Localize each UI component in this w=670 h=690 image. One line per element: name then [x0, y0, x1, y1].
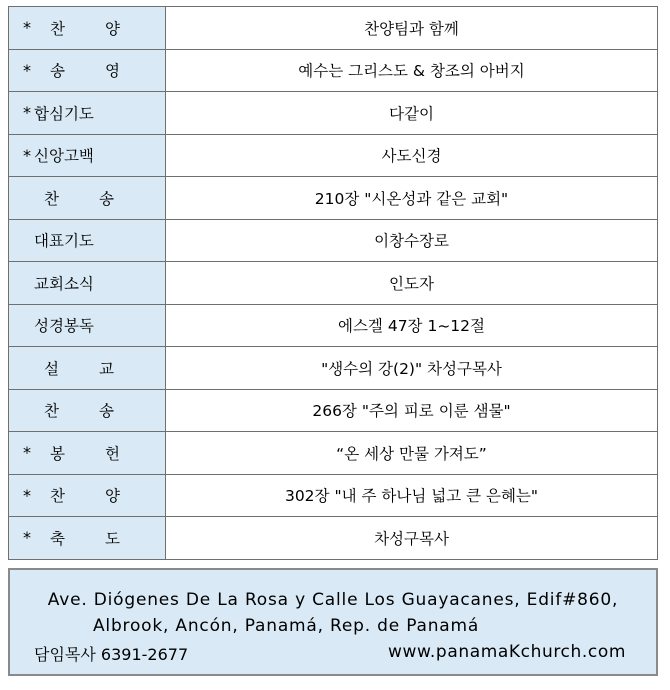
order-item-label: 찬양	[50, 19, 160, 38]
order-item-label-cell	[9, 219, 166, 262]
order-item-label-cell	[9, 389, 166, 432]
order-item-value: 266장 "주의 피로 이룬 샘물"	[166, 389, 658, 432]
order-item-value: “온 세상 만물 가져도”	[166, 432, 658, 475]
order-item-label: 찬송	[44, 402, 154, 421]
order-row	[9, 474, 658, 517]
order-row	[9, 262, 658, 305]
church-info-box	[8, 568, 658, 676]
order-item-label-cell	[9, 474, 166, 517]
order-item-label-cell	[9, 134, 166, 177]
order-item-label: 신앙고백	[34, 147, 94, 166]
order-row	[9, 389, 658, 432]
order-item-value: 차성구목사	[166, 517, 658, 560]
order-item-value: 302장 "내 주 하나님 넓고 큰 은혜는"	[166, 474, 658, 517]
order-item-label-cell	[9, 49, 166, 92]
standing-mark: *	[23, 60, 31, 80]
order-item-label-cell	[9, 7, 166, 50]
order-item-value: 다같이	[166, 92, 658, 135]
order-item-label: 찬양	[50, 487, 160, 506]
order-item-label: 합심기도	[34, 104, 94, 123]
order-row	[9, 517, 658, 560]
order-item-label: 대표기도	[34, 232, 94, 251]
order-item-value: 210장 "시온성과 같은 교회"	[166, 177, 658, 220]
standing-mark: *	[23, 145, 31, 165]
order-item-label: 설교	[44, 359, 154, 378]
standing-mark: *	[23, 485, 31, 505]
order-item-label-cell	[9, 304, 166, 347]
website-link[interactable]: www.panamaKchurch.com	[387, 642, 626, 662]
order-item-label-cell	[9, 432, 166, 475]
order-item-label-cell	[9, 517, 166, 560]
order-row	[9, 347, 658, 390]
address-line-1: Ave. Diógenes De La Rosa y Calle Los Guayacanes, Edif#860,	[47, 590, 619, 610]
standing-mark: *	[23, 443, 31, 463]
worship-order-table	[8, 6, 658, 560]
order-item-value: 예수는 그리스도 & 창조의 아버지	[166, 49, 658, 92]
order-item-label: 송영	[50, 62, 160, 81]
order-row	[9, 219, 658, 262]
order-row	[9, 49, 658, 92]
order-item-label-cell	[9, 177, 166, 220]
order-item-label-cell	[9, 92, 166, 135]
order-item-label: 찬송	[44, 189, 154, 208]
order-row	[9, 177, 658, 220]
order-item-value: 이창수장로	[166, 219, 658, 262]
order-item-label: 교회소식	[34, 274, 94, 293]
order-item-value: "생수의 강(2)" 차성구목사	[166, 347, 658, 390]
order-row	[9, 134, 658, 177]
order-item-label-cell	[9, 347, 166, 390]
standing-mark: *	[23, 103, 31, 123]
order-item-value: 사도신경	[166, 134, 658, 177]
pastor-phone: 담임목사 6391-2677	[34, 645, 189, 664]
order-row	[9, 432, 658, 475]
order-item-value: 인도자	[166, 262, 658, 305]
standing-mark: *	[23, 528, 31, 548]
order-item-value: 찬양팀과 함께	[166, 7, 658, 50]
order-row	[9, 7, 658, 50]
standing-mark: *	[23, 18, 31, 38]
address-line-2: Albrook, Ancón, Panamá, Rep. de Panamá	[93, 616, 480, 636]
order-item-label: 봉헌	[50, 444, 160, 463]
order-item-label: 축도	[50, 529, 160, 548]
order-item-value: 에스겔 47장 1~12절	[166, 304, 658, 347]
order-item-label: 성경봉독	[34, 317, 94, 336]
order-item-label-cell	[9, 262, 166, 305]
order-row	[9, 92, 658, 135]
order-row	[9, 304, 658, 347]
